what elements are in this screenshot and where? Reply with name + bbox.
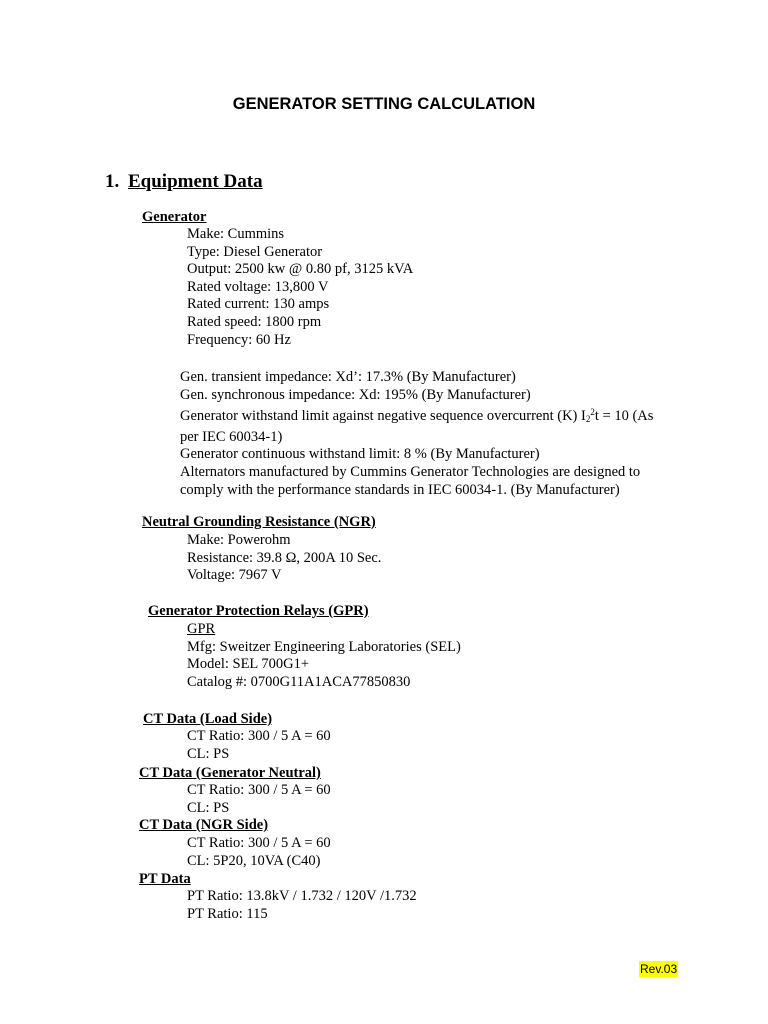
ct-ngr-heading: CT Data (NGR Side): [139, 817, 269, 833]
ct-ngr-ratio: CT Ratio: 300 / 5 A = 60: [187, 835, 331, 851]
generator-notes: [180, 369, 653, 499]
spec-frequency: Frequency: 60 Hz: [187, 331, 291, 348]
note-alternators-1: Alternators manufactured by Cummins Generator Technologies are designed to: [180, 463, 641, 480]
gpr-heading: Generator Protection Relays (GPR): [148, 603, 369, 619]
ct-ngr-class: CL: 5P20, 10VA (C40): [187, 852, 321, 869]
pt-specs: [187, 888, 417, 923]
spec-type: Type: Diesel Generator: [187, 243, 323, 260]
ct-neutral-class: CL: PS: [187, 799, 230, 816]
note-withstand-limit: Generator withstand limit against negative sequence overcurrent (K) $I_2^2t = 10$ (As: [180, 407, 654, 425]
pt-ratio-value: PT Ratio: 115: [187, 905, 268, 922]
gpr-catalog: Catalog #: 0700G11A1ACA77850830: [187, 673, 411, 690]
ct-neutral-heading: CT Data (Generator Neutral): [139, 765, 321, 781]
note-alternators-2: comply with the performance standards in IEC 60034-1. (By Manufacturer): [180, 481, 620, 498]
spec-rated-current: Rated current: 130 amps: [187, 296, 330, 313]
pt-heading: PT Data: [139, 871, 191, 887]
spec-output: Output: 2500 kw @ 0.80 pf, 3125 kVA: [187, 261, 414, 278]
note-transient-impedance: Gen. transient impedance: Xd’: 17.3% (By Manufacturer): [180, 369, 516, 385]
revision-badge: [639, 960, 678, 978]
gpr-mfg: Mfg: Sweitzer Engineering Laboratories (SEL): [187, 638, 461, 655]
note-synchronous-impedance: Gen. synchronous impedance: Xd: 195% (By Manufacturer): [180, 386, 531, 403]
ngr-voltage: Voltage: 7967 V: [187, 567, 282, 584]
spec-rated-speed: Rated speed: 1800 rpm: [187, 313, 322, 330]
pt-ratio-voltage: PT Ratio: 13.8kV / 1.732 / 120V /1.732: [187, 888, 417, 904]
section-number: 1.: [105, 171, 120, 192]
ct-load-class: CL: PS: [187, 745, 230, 762]
ngr-heading: Neutral Grounding Resistance (NGR): [142, 514, 376, 530]
section-heading: [105, 171, 263, 193]
ct-load-heading: CT Data (Load Side): [143, 711, 273, 727]
ngr-resistance: Resistance: 39.8 Ω, 200A 10 Sec.: [187, 549, 382, 566]
spec-rated-voltage: Rated voltage: 13,800 V: [187, 278, 329, 295]
ngr-specs: [187, 532, 381, 585]
ct-load-specs: [187, 728, 331, 763]
ct-neutral-specs: [187, 782, 331, 817]
gpr-specs: [187, 621, 461, 691]
ct-ngr-specs: [187, 835, 331, 870]
ct-neutral-ratio: CT Ratio: 300 / 5 A = 60: [187, 782, 331, 798]
gpr-model: Model: SEL 700G1+: [187, 656, 310, 673]
ngr-make: Make: Powerohm: [187, 532, 291, 548]
ct-load-ratio: CT Ratio: 300 / 5 A = 60: [187, 728, 331, 744]
gpr-subheading: GPR: [187, 621, 216, 637]
spec-make: Make: Cummins: [187, 226, 285, 242]
section-title: Equipment Data: [128, 171, 263, 192]
generator-heading: Generator: [142, 209, 207, 225]
note-continuous-withstand: Generator continuous withstand limit: 8 % (By Manufacturer): [180, 446, 540, 463]
note-withstand-limit-cont: per IEC 60034-1): [180, 428, 283, 445]
page-title: GENERATOR SETTING CALCULATION: [232, 95, 536, 113]
generator-specs: [187, 226, 413, 349]
revision-label: Rev.03: [640, 962, 678, 976]
